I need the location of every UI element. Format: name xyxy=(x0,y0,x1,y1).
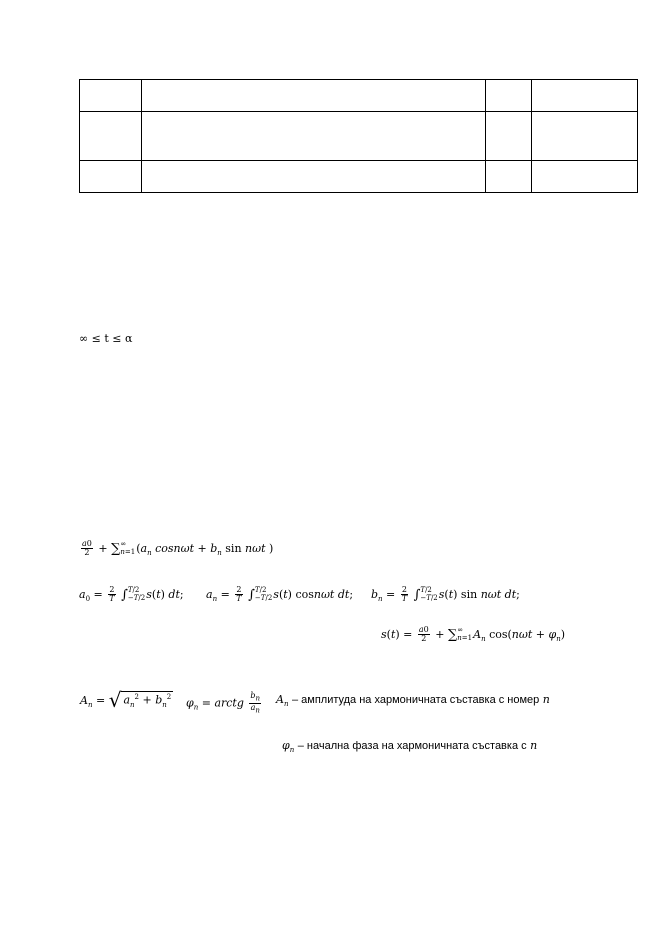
table-cell xyxy=(486,80,532,112)
table-cell xyxy=(532,161,638,193)
time-range-formula: ∞ ≤ t ≤ α xyxy=(79,332,133,345)
table-cell xyxy=(142,80,486,112)
table-row xyxy=(80,161,638,193)
header-table xyxy=(79,79,638,193)
fourier-series-formula: $\frac{a0}{2}$ + ∑ ∞ n=1 ($a_n$ $\cos n\omega t + b_n$ sin nωt ) xyxy=(82,539,274,558)
table-cell xyxy=(532,112,638,161)
index-symbol: n xyxy=(542,693,550,706)
table-cell xyxy=(80,80,142,112)
table-cell xyxy=(486,112,532,161)
table-cell xyxy=(532,80,638,112)
phase-description: $\varphi_n$ – начална фаза на хармоничната съставка с n xyxy=(282,739,538,755)
phase-index-symbol: n xyxy=(530,739,538,752)
table-cell xyxy=(80,161,142,193)
table-cell xyxy=(80,112,142,161)
coefficient-bn-formula: $b_n$ = $\frac{2}{T}$ ∫ T/2 −T/2 s(t) sin nωt dt; xyxy=(371,585,520,604)
amplitude-description-text: – амплитуда на хармоничната съставка с номер xyxy=(291,694,540,706)
amplitude-description: $A_n$ – амплитуда на хармоничната съставка с номер n xyxy=(276,693,550,709)
phase-description-text: – начална фаза на хармоничната съставка с xyxy=(297,740,527,752)
table-cell xyxy=(142,112,486,161)
table-cell xyxy=(142,161,486,193)
amplitude-formula: $A_n$ = √ $a_n^2 + b_n^2$ xyxy=(80,688,172,712)
coefficient-an-formula: $a_n$ = $\frac{2}{T}$ ∫ T/2 −T/2 s(t) cosnωt dt; xyxy=(206,585,354,604)
phase-formula: $\varphi_n$ = arctg $\frac{b_n}{a_n}$ xyxy=(186,691,261,715)
table-cell xyxy=(486,161,532,193)
table-row xyxy=(80,80,638,112)
coefficient-a0-formula: $a_0$ = $\frac{2}{T}$ ∫ T/2 −T/2 s(t) dt; xyxy=(79,585,184,604)
table-row xyxy=(80,112,638,161)
harmonic-form-formula: s(t) = $\frac{a0}{2}$ + ∑ ∞ n=1 $A_n$ $\cos(n\omega t + \varphi_n)$ xyxy=(381,625,566,644)
